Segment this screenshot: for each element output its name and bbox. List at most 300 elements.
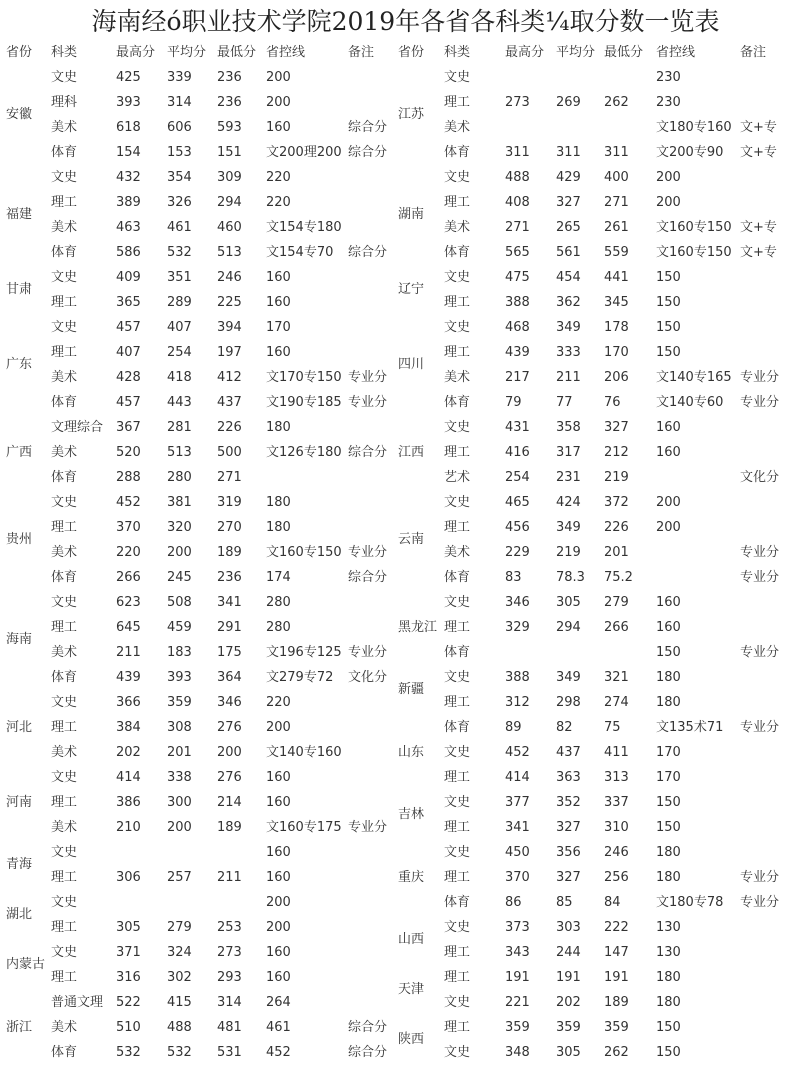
- right-avg-score-cell: 437: [556, 745, 581, 760]
- right-avg-score-cell: 202: [556, 995, 581, 1010]
- right-note-cell: 专业分: [740, 645, 780, 660]
- right-max-score-cell: 217: [505, 370, 530, 385]
- right-max-score-cell: 254: [505, 470, 530, 485]
- right-control-line-cell: 150: [656, 345, 681, 360]
- left-category-cell: 文史: [51, 170, 78, 185]
- left-min-score-cell: 236: [217, 70, 242, 85]
- left-min-score-cell: 200: [217, 745, 242, 760]
- left-avg-score-cell: 338: [167, 770, 192, 785]
- left-note-cell: 专业分: [348, 370, 388, 385]
- left-min-score-cell: 309: [217, 170, 242, 185]
- right-control-line-cell: 150: [656, 270, 681, 285]
- left-max-score-cell: 210: [116, 820, 141, 835]
- left-province-label: 广西: [6, 444, 33, 460]
- right-category-cell: 艺术: [444, 470, 471, 485]
- right-control-line-cell: 150: [656, 295, 681, 310]
- right-min-score-cell: 441: [604, 270, 629, 285]
- left-category-cell: 美术: [51, 645, 78, 660]
- right-category-cell: 体育: [444, 145, 471, 160]
- left-min-score-cell: 226: [217, 420, 242, 435]
- right-category-cell: 理工: [444, 445, 471, 460]
- right-min-score-cell: 559: [604, 245, 629, 260]
- left-min-score-cell: 341: [217, 595, 242, 610]
- right-max-score-cell: 271: [505, 220, 530, 235]
- left-category-cell: 体育: [51, 570, 78, 585]
- left-max-score-cell: 432: [116, 170, 141, 185]
- left-control-line-cell: 文154专180: [266, 220, 342, 235]
- left-min-score-cell: 271: [217, 470, 242, 485]
- right-avg-score-cell: 244: [556, 945, 581, 960]
- left-min-score-cell: 276: [217, 770, 242, 785]
- right-avg-score-cell: 305: [556, 1045, 581, 1060]
- left-min-score-cell: 197: [217, 345, 242, 360]
- header-cell: 省份: [398, 45, 425, 60]
- left-min-score-cell: 253: [217, 920, 242, 935]
- right-province-label: 四川: [398, 357, 425, 372]
- left-min-score-cell: 151: [217, 145, 242, 160]
- left-min-score-cell: 214: [217, 795, 242, 810]
- left-max-score-cell: 220: [116, 545, 141, 560]
- right-avg-score-cell: 358: [556, 420, 581, 435]
- left-category-cell: 美术: [51, 220, 78, 235]
- right-control-line-cell: 150: [656, 1045, 681, 1060]
- right-max-score-cell: 79: [505, 395, 522, 410]
- right-avg-score-cell: 561: [556, 245, 581, 260]
- left-min-score-cell: 189: [217, 545, 242, 560]
- left-control-line-cell: 180: [266, 420, 291, 435]
- right-min-score-cell: 337: [604, 795, 629, 810]
- right-control-line-cell: 150: [656, 645, 681, 660]
- right-control-line-cell: 150: [656, 1020, 681, 1035]
- right-avg-score-cell: 429: [556, 170, 581, 185]
- left-max-score-cell: 618: [116, 120, 141, 135]
- right-category-cell: 体育: [444, 395, 471, 410]
- left-avg-score-cell: 354: [167, 170, 192, 185]
- right-category-cell: 文史: [444, 845, 471, 860]
- right-avg-score-cell: 211: [556, 370, 581, 385]
- left-max-score-cell: 520: [116, 445, 141, 460]
- left-avg-score-cell: 200: [167, 545, 192, 560]
- right-control-line-cell: 文180专160: [656, 120, 732, 135]
- left-category-cell: 文史: [51, 895, 78, 910]
- right-control-line-cell: 160: [656, 445, 681, 460]
- right-category-cell: 理工: [444, 95, 471, 110]
- right-note-cell: 文+专: [740, 120, 777, 135]
- left-control-line-cell: 200: [266, 720, 291, 735]
- left-max-score-cell: 407: [116, 345, 141, 360]
- right-category-cell: 文史: [444, 320, 471, 335]
- right-min-score-cell: 246: [604, 845, 629, 860]
- right-max-score-cell: 373: [505, 920, 530, 935]
- left-control-line-cell: 170: [266, 320, 291, 335]
- left-min-score-cell: 500: [217, 445, 242, 460]
- right-min-score-cell: 189: [604, 995, 629, 1010]
- left-max-score-cell: 305: [116, 920, 141, 935]
- right-category-cell: 理工: [444, 520, 471, 535]
- right-note-cell: 专业分: [740, 720, 780, 735]
- right-min-score-cell: 75: [604, 720, 621, 735]
- left-max-score-cell: 384: [116, 720, 141, 735]
- right-avg-score-cell: 327: [556, 870, 581, 885]
- right-min-score-cell: 170: [604, 345, 629, 360]
- left-category-cell: 美术: [51, 120, 78, 135]
- right-control-line-cell: 150: [656, 320, 681, 335]
- left-control-line-cell: 160: [266, 870, 291, 885]
- right-category-cell: 理工: [444, 820, 471, 835]
- right-category-cell: 理工: [444, 870, 471, 885]
- left-max-score-cell: 409: [116, 270, 141, 285]
- right-category-cell: 美术: [444, 545, 471, 560]
- left-max-score-cell: 510: [116, 1020, 141, 1035]
- right-max-score-cell: 341: [505, 820, 530, 835]
- left-max-score-cell: 645: [116, 620, 141, 635]
- right-max-score-cell: 83: [505, 570, 522, 585]
- right-category-cell: 体育: [444, 570, 471, 585]
- right-category-cell: 理工: [444, 295, 471, 310]
- left-category-cell: 文史: [51, 945, 78, 960]
- right-avg-score-cell: 219: [556, 545, 581, 560]
- right-max-score-cell: 86: [505, 895, 522, 910]
- left-control-line-cell: 文170专150: [266, 370, 342, 385]
- left-avg-score-cell: 245: [167, 570, 192, 585]
- right-min-score-cell: 201: [604, 545, 629, 560]
- left-control-line-cell: 160: [266, 945, 291, 960]
- right-max-score-cell: 221: [505, 995, 530, 1010]
- right-control-line-cell: 200: [656, 195, 681, 210]
- left-note-cell: 专业分: [348, 645, 388, 660]
- left-min-score-cell: 437: [217, 395, 242, 410]
- left-avg-score-cell: 443: [167, 395, 192, 410]
- left-max-score-cell: 316: [116, 970, 141, 985]
- left-control-line-cell: 160: [266, 770, 291, 785]
- right-avg-score-cell: 352: [556, 795, 581, 810]
- left-max-score-cell: 428: [116, 370, 141, 385]
- left-min-score-cell: 364: [217, 670, 242, 685]
- right-min-score-cell: 178: [604, 320, 629, 335]
- left-control-line-cell: 174: [266, 570, 291, 585]
- left-avg-score-cell: 407: [167, 320, 192, 335]
- right-category-cell: 文史: [444, 170, 471, 185]
- right-max-score-cell: 465: [505, 495, 530, 510]
- left-category-cell: 美术: [51, 370, 78, 385]
- right-control-line-cell: 160: [656, 420, 681, 435]
- left-control-line-cell: 160: [266, 345, 291, 360]
- header-cell: 平均分: [556, 45, 596, 60]
- right-control-line-cell: 160: [656, 595, 681, 610]
- left-category-cell: 美术: [51, 1020, 78, 1035]
- right-category-cell: 体育: [444, 720, 471, 735]
- right-control-line-cell: 180: [656, 695, 681, 710]
- right-avg-score-cell: 265: [556, 220, 581, 235]
- right-category-cell: 文史: [444, 595, 471, 610]
- left-avg-score-cell: 508: [167, 595, 192, 610]
- right-control-line-cell: 文140专165: [656, 370, 732, 385]
- right-max-score-cell: 416: [505, 445, 530, 460]
- right-max-score-cell: 343: [505, 945, 530, 960]
- left-min-score-cell: 276: [217, 720, 242, 735]
- right-category-cell: 美术: [444, 370, 471, 385]
- left-province-label: 海南: [6, 632, 33, 647]
- left-max-score-cell: 154: [116, 145, 141, 160]
- right-avg-score-cell: 359: [556, 1020, 581, 1035]
- right-control-line-cell: 230: [656, 70, 681, 85]
- left-min-score-cell: 225: [217, 295, 242, 310]
- left-province-label: 福建: [6, 207, 33, 222]
- right-note-cell: 专业分: [740, 545, 780, 560]
- right-note-cell: 文+专: [740, 245, 777, 260]
- left-category-cell: 美术: [51, 820, 78, 835]
- right-min-score-cell: 206: [604, 370, 629, 385]
- left-avg-score-cell: 320: [167, 520, 192, 535]
- left-avg-score-cell: 459: [167, 620, 192, 635]
- left-note-cell: 综合分: [348, 1045, 388, 1060]
- left-category-cell: 美术: [51, 445, 78, 460]
- right-category-cell: 美术: [444, 120, 471, 135]
- right-min-score-cell: 84: [604, 895, 621, 910]
- right-province-label: 山东: [398, 744, 425, 760]
- right-control-line-cell: 文140专60: [656, 395, 724, 410]
- left-avg-score-cell: 308: [167, 720, 192, 735]
- left-max-score-cell: 623: [116, 595, 141, 610]
- header-cell: 最高分: [116, 45, 156, 60]
- right-max-score-cell: 431: [505, 420, 530, 435]
- left-avg-score-cell: 393: [167, 670, 192, 685]
- right-category-cell: 文史: [444, 920, 471, 935]
- right-min-score-cell: 261: [604, 220, 629, 235]
- left-control-line-cell: 文154专70: [266, 245, 334, 260]
- left-min-score-cell: 211: [217, 870, 242, 885]
- right-avg-score-cell: 77: [556, 395, 573, 410]
- right-min-score-cell: 75.2: [604, 570, 633, 585]
- left-category-cell: 美术: [51, 745, 78, 760]
- right-min-score-cell: 372: [604, 495, 629, 510]
- right-category-cell: 体育: [444, 645, 471, 660]
- left-max-score-cell: 522: [116, 995, 141, 1010]
- left-control-line-cell: 220: [266, 195, 291, 210]
- right-avg-score-cell: 327: [556, 195, 581, 210]
- left-avg-score-cell: 339: [167, 70, 192, 85]
- left-avg-score-cell: 302: [167, 970, 192, 985]
- left-avg-score-cell: 324: [167, 945, 192, 960]
- left-min-score-cell: 273: [217, 945, 242, 960]
- right-max-score-cell: 89: [505, 720, 522, 735]
- left-avg-score-cell: 381: [167, 495, 192, 510]
- right-control-line-cell: 文160专150: [656, 220, 732, 235]
- right-control-line-cell: 170: [656, 745, 681, 760]
- right-control-line-cell: 文180专78: [656, 895, 724, 910]
- right-avg-score-cell: 349: [556, 670, 581, 685]
- left-avg-score-cell: 532: [167, 245, 192, 260]
- left-category-cell: 文史: [51, 595, 78, 610]
- right-max-score-cell: 388: [505, 670, 530, 685]
- left-max-score-cell: 266: [116, 570, 141, 585]
- left-control-line-cell: 200: [266, 920, 291, 935]
- right-control-line-cell: 180: [656, 995, 681, 1010]
- left-max-score-cell: 366: [116, 695, 141, 710]
- left-category-cell: 文史: [51, 270, 78, 285]
- left-control-line-cell: 220: [266, 170, 291, 185]
- left-category-cell: 文史: [51, 320, 78, 335]
- left-category-cell: 理工: [51, 870, 78, 885]
- left-province-label: 河北: [6, 719, 33, 735]
- left-avg-score-cell: 280: [167, 470, 192, 485]
- right-min-score-cell: 311: [604, 145, 629, 160]
- left-max-score-cell: 202: [116, 745, 141, 760]
- left-category-cell: 文史: [51, 70, 78, 85]
- left-min-score-cell: 412: [217, 370, 242, 385]
- left-max-score-cell: 425: [116, 70, 141, 85]
- right-control-line-cell: 180: [656, 845, 681, 860]
- left-min-score-cell: 481: [217, 1020, 242, 1035]
- left-control-line-cell: 264: [266, 995, 291, 1010]
- left-control-line-cell: 文126专180: [266, 445, 342, 460]
- left-avg-score-cell: 415: [167, 995, 192, 1010]
- right-min-score-cell: 310: [604, 820, 629, 835]
- left-max-score-cell: 365: [116, 295, 141, 310]
- right-max-score-cell: 329: [505, 620, 530, 635]
- left-avg-score-cell: 289: [167, 295, 192, 310]
- left-control-line-cell: 文190专185: [266, 395, 342, 410]
- left-max-score-cell: 532: [116, 1045, 141, 1060]
- right-avg-score-cell: 454: [556, 270, 581, 285]
- left-note-cell: 综合分: [348, 445, 388, 460]
- right-max-score-cell: 348: [505, 1045, 530, 1060]
- header-cell: 最低分: [217, 45, 257, 60]
- left-max-score-cell: 367: [116, 420, 141, 435]
- left-avg-score-cell: 314: [167, 95, 192, 110]
- right-min-score-cell: 191: [604, 970, 629, 985]
- right-max-score-cell: 414: [505, 770, 530, 785]
- left-category-cell: 理工: [51, 520, 78, 535]
- left-max-score-cell: 463: [116, 220, 141, 235]
- left-max-score-cell: 288: [116, 470, 141, 485]
- right-control-line-cell: 150: [656, 820, 681, 835]
- left-min-score-cell: 293: [217, 970, 242, 985]
- left-max-score-cell: 371: [116, 945, 141, 960]
- left-max-score-cell: 393: [116, 95, 141, 110]
- left-category-cell: 体育: [51, 145, 78, 160]
- right-avg-score-cell: 191: [556, 970, 581, 985]
- right-max-score-cell: 346: [505, 595, 530, 610]
- right-avg-score-cell: 363: [556, 770, 581, 785]
- right-avg-score-cell: 362: [556, 295, 581, 310]
- right-category-cell: 理工: [444, 945, 471, 960]
- right-min-score-cell: 271: [604, 195, 629, 210]
- right-max-score-cell: 388: [505, 295, 530, 310]
- right-avg-score-cell: 85: [556, 895, 573, 910]
- left-max-score-cell: 439: [116, 670, 141, 685]
- left-note-cell: 综合分: [348, 120, 388, 135]
- left-avg-score-cell: 279: [167, 920, 192, 935]
- left-control-line-cell: 160: [266, 970, 291, 985]
- left-category-cell: 体育: [51, 470, 78, 485]
- left-min-score-cell: 294: [217, 195, 242, 210]
- header-cell: 科类: [51, 45, 78, 60]
- left-min-score-cell: 236: [217, 570, 242, 585]
- left-max-score-cell: 457: [116, 395, 141, 410]
- left-control-line-cell: 452: [266, 1045, 291, 1060]
- left-max-score-cell: 457: [116, 320, 141, 335]
- right-note-cell: 文化分: [740, 470, 780, 485]
- right-control-line-cell: 170: [656, 770, 681, 785]
- left-category-cell: 文史: [51, 770, 78, 785]
- left-control-line-cell: 180: [266, 520, 291, 535]
- right-control-line-cell: 文135术71: [656, 720, 724, 735]
- right-min-score-cell: 266: [604, 620, 629, 635]
- right-min-score-cell: 327: [604, 420, 629, 435]
- left-avg-score-cell: 254: [167, 345, 192, 360]
- right-category-cell: 体育: [444, 245, 471, 260]
- right-control-line-cell: 130: [656, 945, 681, 960]
- right-category-cell: 文史: [444, 70, 471, 85]
- right-province-label: 重庆: [398, 869, 425, 885]
- right-category-cell: 文史: [444, 795, 471, 810]
- left-control-line-cell: 160: [266, 295, 291, 310]
- left-control-line-cell: 160: [266, 120, 291, 135]
- right-category-cell: 文史: [444, 670, 471, 685]
- header-cell: 备注: [348, 45, 375, 60]
- right-category-cell: 理工: [444, 620, 471, 635]
- left-avg-score-cell: 200: [167, 820, 192, 835]
- left-note-cell: 专业分: [348, 395, 388, 410]
- right-avg-score-cell: 269: [556, 95, 581, 110]
- left-max-score-cell: 370: [116, 520, 141, 535]
- left-note-cell: 综合分: [348, 145, 388, 160]
- right-avg-score-cell: 349: [556, 520, 581, 535]
- left-control-line-cell: 160: [266, 845, 291, 860]
- right-max-score-cell: 312: [505, 695, 530, 710]
- right-province-label: 陕西: [398, 1032, 425, 1047]
- left-avg-score-cell: 201: [167, 745, 192, 760]
- left-province-label: 广东: [6, 357, 33, 372]
- right-category-cell: 文史: [444, 995, 471, 1010]
- left-category-cell: 理科: [51, 95, 78, 110]
- right-control-line-cell: 230: [656, 95, 681, 110]
- right-min-score-cell: 345: [604, 295, 629, 310]
- right-avg-score-cell: 333: [556, 345, 581, 360]
- left-province-label: 贵州: [6, 532, 33, 547]
- right-min-score-cell: 147: [604, 945, 629, 960]
- left-note-cell: 综合分: [348, 245, 388, 260]
- right-max-score-cell: 456: [505, 520, 530, 535]
- right-avg-score-cell: 424: [556, 495, 581, 510]
- right-category-cell: 理工: [444, 1020, 471, 1035]
- right-note-cell: 专业分: [740, 370, 780, 385]
- right-avg-score-cell: 311: [556, 145, 581, 160]
- left-province-label: 浙江: [6, 1019, 33, 1035]
- header-cell: 平均分: [167, 45, 207, 60]
- right-max-score-cell: 273: [505, 95, 530, 110]
- right-min-score-cell: 279: [604, 595, 629, 610]
- right-category-cell: 理工: [444, 970, 471, 985]
- left-category-cell: 美术: [51, 545, 78, 560]
- right-max-score-cell: 565: [505, 245, 530, 260]
- right-max-score-cell: 408: [505, 195, 530, 210]
- left-control-line-cell: 文140专160: [266, 745, 342, 760]
- right-min-score-cell: 262: [604, 1045, 629, 1060]
- left-control-line-cell: 文160专150: [266, 545, 342, 560]
- left-category-cell: 体育: [51, 1045, 78, 1060]
- header-cell: 省控线: [656, 45, 696, 60]
- right-control-line-cell: 160: [656, 620, 681, 635]
- right-control-line-cell: 文160专150: [656, 245, 732, 260]
- right-min-score-cell: 219: [604, 470, 629, 485]
- left-control-line-cell: 160: [266, 795, 291, 810]
- right-category-cell: 理工: [444, 345, 471, 360]
- left-category-cell: 体育: [51, 245, 78, 260]
- left-max-score-cell: 211: [116, 645, 141, 660]
- left-max-score-cell: 414: [116, 770, 141, 785]
